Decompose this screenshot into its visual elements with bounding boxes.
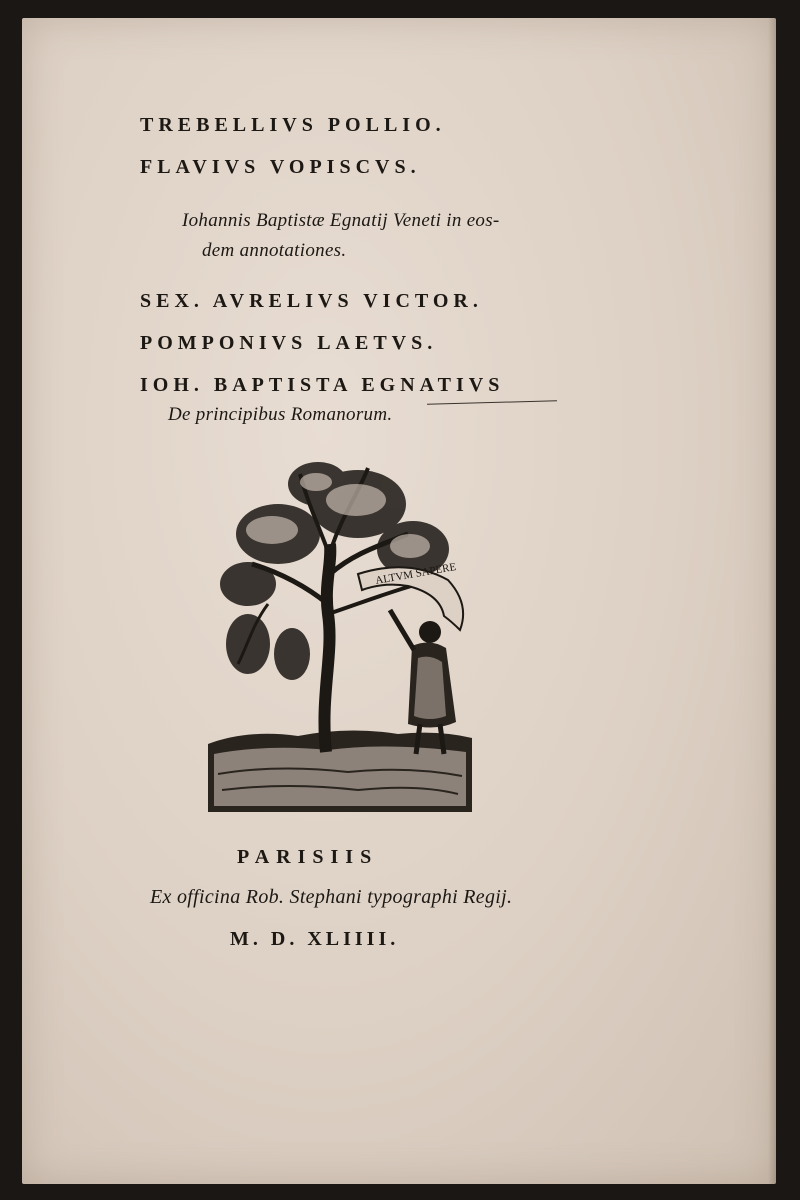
author-aurelius-victor: SEX. AVRELIVS VICTOR. <box>140 290 483 312</box>
annotation-line-1: Iohannis Baptistæ Egnatij Veneti in eos- <box>182 210 500 231</box>
author-trebellius-pollio: TREBELLIVS POLLIO. <box>140 114 446 136</box>
title-page <box>22 18 776 1184</box>
author-egnatius: IOH. BAPTISTA EGNATIVS <box>140 374 505 396</box>
author-flavius-vopiscus: FLAVIVS VOPISCVS. <box>140 156 421 178</box>
author-pomponius-laetus: POMPONIVS LAETVS. <box>140 332 438 354</box>
tree-and-scholar-woodcut-icon <box>208 454 472 814</box>
imprint-place: PARISIIS <box>237 846 379 868</box>
imprint-printer: Ex officina Rob. Stephani typographi Regij. <box>150 886 513 908</box>
ink-underline <box>427 400 557 404</box>
annotation-line-2: dem annotationes. <box>202 240 347 261</box>
imprint-year: M. D. XLIIII. <box>230 928 400 950</box>
motto-text: ALTVM SAPERE <box>374 560 458 587</box>
work-title: De principibus Romanorum. <box>168 404 393 425</box>
